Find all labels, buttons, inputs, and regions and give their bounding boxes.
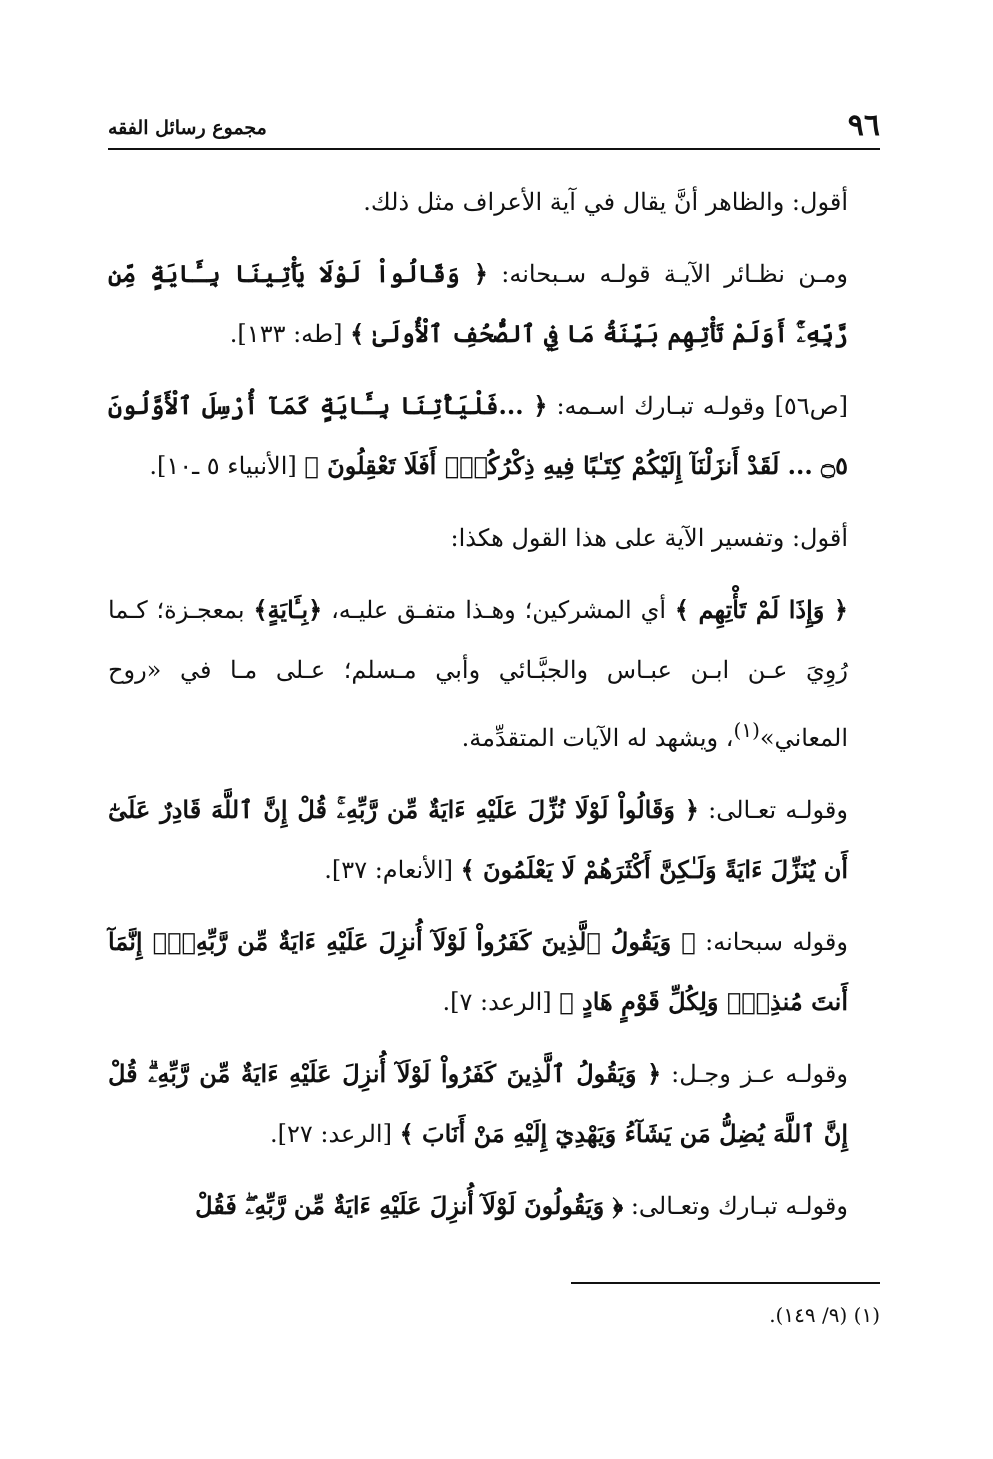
verse-reference: [الرعد: ٧]. (442, 988, 552, 1016)
paragraph (108, 1176, 848, 1236)
paragraph (108, 376, 848, 496)
footnote-rule (571, 1282, 880, 1284)
running-title: مجموع رسائل الفقه (108, 117, 267, 139)
paragraph (108, 912, 848, 1032)
verse-reference: [الأنبياء ٥ ـ١٠]. (149, 452, 297, 480)
footnote-text: (١) (٩/ ١٤٩). (769, 1303, 880, 1327)
quran-verse: ﴿ ...فَلْيَأْتِنَا بِـَٔايَةٍ كَمَآ أُرْسِلَ ٱلْأَوَّلُونَ ۝٥ ... لَقَدْ أَنزَلْنَآ إِلَيْكُمْ كِتَـٰبًا فِيهِ ذِكْرُكُمْۚ أَفَلَا تَعْقِلُونَ ﴾ (108, 391, 848, 480)
paragraph (108, 580, 848, 768)
paragraph (108, 172, 848, 232)
quran-verse: ﴿ وَيَقُولُونَ لَوْلَآ أُنزِلَ عَلَيْهِ ءَايَةٌ مِّن رَّبِّهِۦۖ فَقُلْ (195, 1191, 624, 1220)
paragraph (108, 780, 848, 900)
verse-reference: [الرعد: ٢٧]. (269, 1120, 392, 1148)
quran-verse: ﴿بِـَٔايَةٍ﴾ (253, 595, 323, 624)
quran-verse: ﴿ وَقَالُواْ لَوْلَا نُزِّلَ عَلَيْهِ ءَايَةٌ مِّن رَّبِّهِۦۚ قُلْ إِنَّ ٱللَّهَ قَادِرٌ عَلَىٰٓ أَن يُنَزِّلَ ءَايَةً وَلَـٰكِنَّ أَكْثَرَهُمْ لَا يَعْلَمُونَ ﴾ (108, 795, 848, 884)
body-text: وقولـه عـز وجـل: (671, 1060, 848, 1088)
paragraph (108, 244, 848, 364)
verse-reference: [الأنعام: ٣٧]. (324, 856, 453, 884)
quran-verse: ﴿ وَيَقُولُ ٱلَّذِينَ كَفَرُواْ لَوْلَآ أُنزِلَ عَلَيْهِ ءَايَةٌ مِّن رَّبِّهِۦٓۗ إِنَّمَآ أَنتَ مُنذِرٌۖ وَلِكُلِّ قَوْمٍ هَادٍ ﴾ (108, 927, 848, 1016)
body-text: وقوله سبحانه: (705, 928, 848, 956)
body-text: أقول: وتفسير الآية على هذا القول هكذا: (450, 524, 848, 552)
paragraph (108, 1044, 848, 1164)
page-number: ٩٦ (847, 108, 880, 143)
body-text: وقولـه تبـارك اسـمه: (556, 392, 766, 420)
quran-verse: ﴿ وَقَالُواْ لَوْلَا يَأْتِينَا بِـَٔايَةٍ مِّن رَّبِّهِۦٓۚ أَوَلَمْ تَأْتِهِم بَيِّنَةُ مَا فِي ٱلصُّحُفِ ٱلْأُولَىٰ ﴾ (108, 259, 848, 348)
body-text: أي المشركين؛ وهـذا متفـق عليـه، (331, 596, 667, 624)
footnote-marker[interactable]: (١) (733, 718, 760, 742)
verse-reference: [طه: ١٣٣]. (229, 320, 343, 348)
paragraph (108, 508, 848, 568)
quran-verse: ﴿ وَإِذَا لَمْ تَأْتِهِم ﴾ (674, 595, 848, 624)
body-text: وقولـه تعـالى: (708, 796, 848, 824)
page-header (108, 108, 880, 148)
body-text: ومـن نظـائر الآيـة قولـه سـبحانه: (501, 260, 848, 288)
quran-verse: ﴿ وَيَقُولُ ٱلَّذِينَ كَفَرُواْ لَوْلَآ أُنزِلَ عَلَيْهِ ءَايَةٌ مِّن رَّبِّهِۦۗ قُلْ إِنَّ ٱللَّهَ يُضِلُّ مَن يَشَآءُ وَيَهْدِيٓ إِلَيْهِ مَنْ أَنَابَ ﴾ (108, 1059, 848, 1148)
footnote (108, 1300, 880, 1330)
header-rule (108, 148, 880, 150)
body-text: أقول: والظاهر أنَّ يقال في آية الأعراف مثل ذلك. (363, 188, 848, 216)
page-body (108, 172, 848, 1248)
verse-reference: [ص٥٦] (774, 392, 849, 420)
body-text: وقولـه تبـارك وتعـالى: (630, 1192, 848, 1220)
body-text: ، ويشهد له الآيات المتقدِّمة. (461, 724, 734, 752)
body-text: بمعجـزة؛ كـما رُوِيَ عـن ابـن عبـاس والجبَّـائي وأبي مـسلم؛ عـلى مـا في «روح المعاني» (108, 596, 848, 752)
